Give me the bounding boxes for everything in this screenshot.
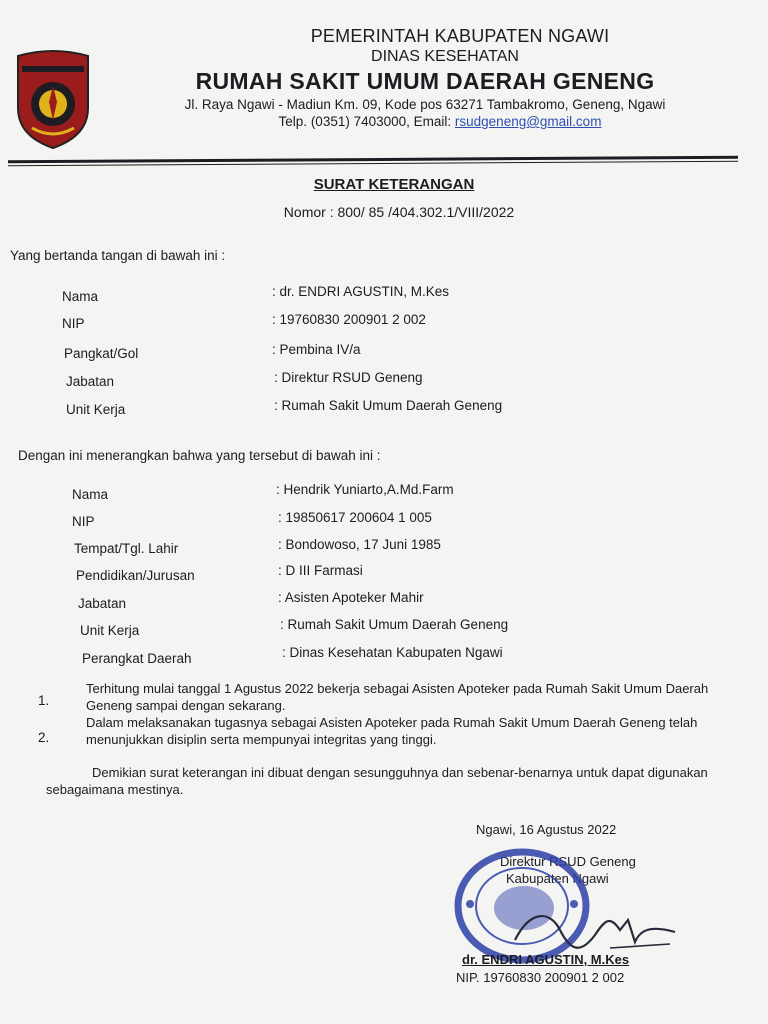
signer-nip-label: NIP: [62, 316, 85, 331]
subject-nip-label: NIP: [72, 514, 95, 529]
subject-unit-label: Unit Kerja: [80, 623, 140, 638]
letter-title: SURAT KETERANGAN: [313, 176, 475, 193]
subject-name-value: : Hendrik Yuniarto,A.Md.Farm: [276, 482, 454, 497]
letterhead-email-link[interactable]: rsudgeneng@gmail.com: [454, 114, 602, 129]
intro-subject: Dengan ini menerangkan bahwa yang tersebut di bawah ini :: [18, 448, 381, 463]
signer-position-value: : Direktur RSUD Geneng: [274, 370, 423, 385]
point-2-number: 2.: [38, 730, 50, 745]
handwritten-signature-icon: [510, 900, 680, 960]
intro-signer: Yang bertanda tangan di bawah ini :: [10, 248, 226, 263]
letterhead-phone: Telp. (0351) 7403000, Email:: [278, 114, 455, 129]
letter-number: Nomor : 800/ 85 /404.302.1/VIII/2022: [283, 204, 515, 220]
sign-nip: NIP. 19760830 200901 2 002: [456, 970, 625, 985]
sign-position-line2: Kabupaten Ngawi: [506, 871, 609, 886]
letterhead-hospital-name: RUMAH SAKIT UMUM DAERAH GENENG: [195, 68, 655, 94]
sign-name: dr. ENDRI AGUSTIN, M.Kes: [462, 952, 630, 967]
letterhead-department: DINAS KESEHATAN: [371, 48, 519, 65]
letterhead-address: Jl. Raya Ngawi - Madiun Km. 09, Kode pos 63271 Tambakromo, Geneng, Ngawi: [184, 97, 666, 112]
subject-birth-label: Tempat/Tgl. Lahir: [74, 541, 179, 556]
sign-position-line1: Direktur RSUD Geneng: [500, 854, 636, 869]
subject-name-label: Nama: [72, 487, 109, 502]
signer-name-label: Nama: [62, 289, 99, 304]
subject-education-label: Pendidikan/Jurusan: [76, 568, 195, 583]
signer-name-value: : dr. ENDRI AGUSTIN, M.Kes: [272, 284, 450, 299]
subject-nip-value: : 19850617 200604 1 005: [278, 510, 432, 525]
letterhead: [100, 26, 750, 129]
signer-rank-value: : Pembina IV/a: [272, 342, 361, 357]
signer-nip-value: : 19760830 200901 2 002: [272, 312, 426, 327]
signer-unit-value: : Rumah Sakit Umum Daerah Geneng: [274, 398, 503, 413]
point-1-number: 1.: [38, 693, 50, 708]
closing-paragraph: Demikian surat keterangan ini dibuat dengan sesungguhnya dan sebenar-benarnya untuk dapat digunakan sebagaimana mestinya.: [46, 765, 708, 797]
subject-agency-value: : Dinas Kesehatan Kabupaten Ngawi: [282, 645, 503, 660]
subject-position-label: Jabatan: [78, 596, 127, 611]
subject-birth-value: : Bondowoso, 17 Juni 1985: [278, 537, 441, 552]
subject-unit-value: : Rumah Sakit Umum Daerah Geneng: [280, 617, 509, 632]
subject-agency-label: Perangkat Daerah: [82, 651, 192, 666]
signer-position-label: Jabatan: [66, 374, 115, 389]
letterhead-government: PEMERINTAH KABUPATEN NGAWI: [310, 26, 610, 46]
signer-rank-label: Pangkat/Gol: [64, 346, 139, 361]
signer-unit-label: Unit Kerja: [66, 402, 126, 417]
regency-shield-emblem-icon: [12, 46, 94, 150]
subject-position-value: : Asisten Apoteker Mahir: [278, 590, 424, 605]
subject-education-value: : D III Farmasi: [278, 563, 363, 578]
point-2-text: Dalam melaksanakan tugasnya sebagai Asisten Apoteker pada Rumah Sakit Umum Daerah Geneng telah menunjukkan disiplin serta mempunyai integritas yang tinggi.: [86, 715, 698, 747]
point-1-text: Terhitung mulai tanggal 1 Agustus 2022 bekerja sebagai Asisten Apoteker pada Rumah Sakit Umum Daerah Geneng sampai dengan sekarang.: [86, 681, 709, 713]
letterhead-contact: [130, 114, 750, 129]
sign-place-date: Ngawi, 16 Agustus 2022: [476, 822, 617, 837]
